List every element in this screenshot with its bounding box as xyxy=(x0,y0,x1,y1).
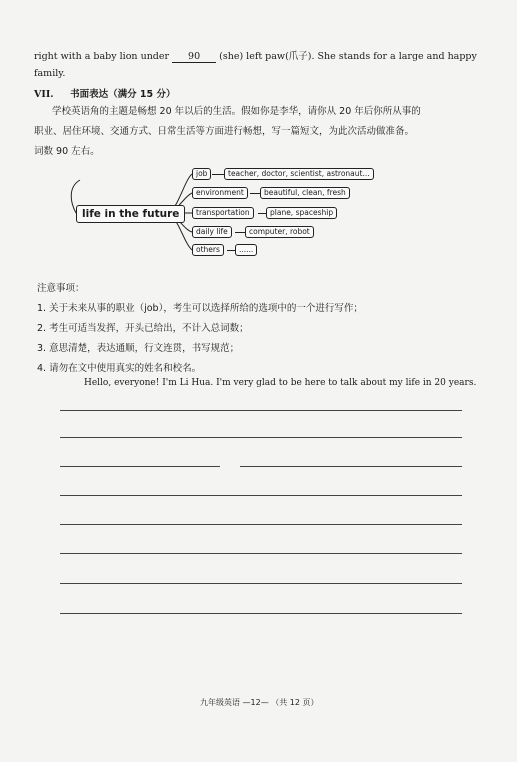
question-text: right with a baby lion under xyxy=(34,51,170,62)
branch-connector xyxy=(235,232,245,233)
answer-line[interactable] xyxy=(240,466,462,467)
detail-daily-life: computer, robot xyxy=(245,226,314,238)
notes-heading: 注意事项： xyxy=(37,283,85,294)
note-item-4: 4. 请勿在文中使用真实的姓名和校名。 xyxy=(37,363,202,374)
question-line-1 xyxy=(34,48,477,63)
prompt-line-3: 词数 90 左右。 xyxy=(34,146,100,157)
answer-line[interactable] xyxy=(60,553,462,554)
detail-others: ...... xyxy=(235,244,257,256)
branch-environment: environment xyxy=(192,187,248,199)
question-line-2: family. xyxy=(34,68,66,79)
section-heading xyxy=(34,86,175,100)
answer-line[interactable] xyxy=(60,410,462,411)
branch-connector xyxy=(250,193,260,194)
mind-map xyxy=(70,162,390,262)
detail-job: teacher, doctor, scientist, astronaut... xyxy=(224,168,374,180)
answer-line[interactable] xyxy=(60,495,462,496)
question-text: (she) left paw(爪子). She stands for a large and happy xyxy=(219,51,477,62)
branch-job: job xyxy=(192,168,211,180)
branch-daily-life: daily life xyxy=(192,226,232,238)
detail-environment: beautiful, clean, fresh xyxy=(260,187,350,199)
note-item-3: 3. 意思清楚，表达通顺，行文连贯，书写规范； xyxy=(37,343,240,354)
answer-line[interactable] xyxy=(60,583,462,584)
branch-connector xyxy=(227,250,235,251)
detail-transportation: plane, spaceship xyxy=(266,207,337,219)
branch-connector xyxy=(258,213,266,214)
answer-line[interactable] xyxy=(60,524,462,525)
opening-sentence: Hello, everyone! I'm Li Hua. I'm very glad to be here to talk about my life in 20 years. xyxy=(84,378,477,388)
page-footer: 九年级英语 —12— （共 12 页） xyxy=(200,698,319,707)
mind-map-center: life in the future xyxy=(76,205,185,223)
branch-others: others xyxy=(192,244,224,256)
section-title: 书面表达（满分 15 分） xyxy=(70,89,176,100)
prompt-line-1: 学校英语角的主题是畅想 20 年以后的生活。假如你是李华，请你从 20 年后你所从事的 xyxy=(52,106,421,117)
note-item-1: 1. 关于未来从事的职业（job），考生可以选择所给的选项中的一个进行写作； xyxy=(37,303,363,314)
answer-line[interactable] xyxy=(60,437,462,438)
branch-transportation: transportation xyxy=(192,207,254,219)
answer-blank-90: 90 xyxy=(172,52,216,63)
prompt-line-2: 职业、居住环境、交通方式、日常生活等方面进行畅想，写一篇短文，为此次活动做准备。 xyxy=(34,126,415,137)
branch-connector xyxy=(212,174,224,175)
section-number: VII. xyxy=(34,89,54,100)
answer-line[interactable] xyxy=(60,466,220,467)
note-item-2: 2. 考生可适当发挥，开头已给出，不计入总词数； xyxy=(37,323,249,334)
answer-line[interactable] xyxy=(60,613,462,614)
